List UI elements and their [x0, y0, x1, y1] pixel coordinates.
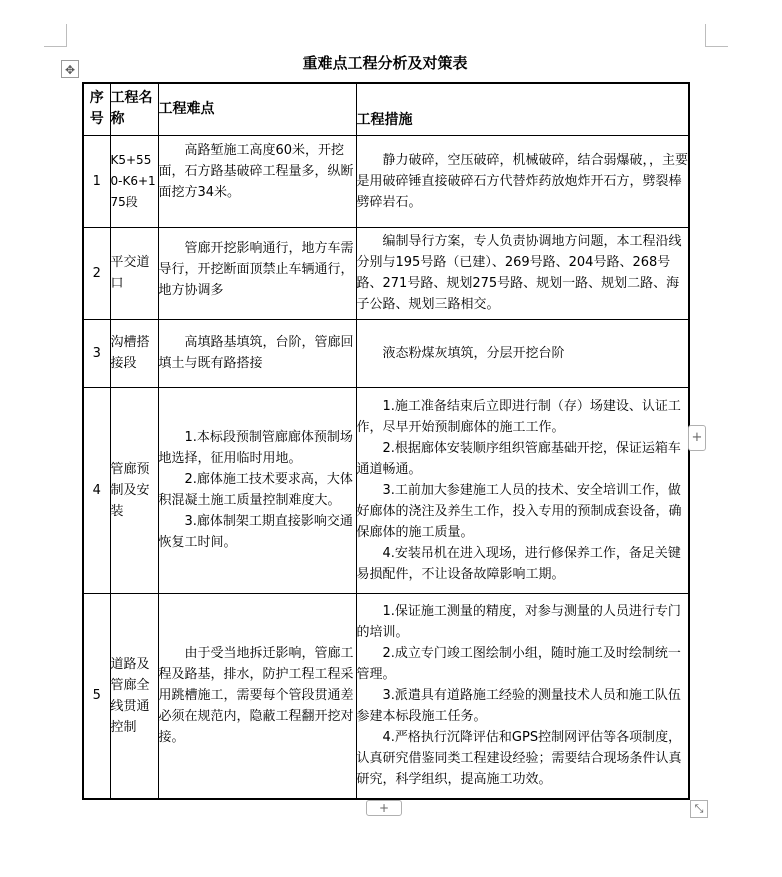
- measures-text: 液态粉煤灰填筑，分层开挖台阶: [382, 345, 565, 361]
- add-column-button[interactable]: [688, 425, 706, 451]
- measures-text: 编制导行方案，专人负责协调地方问题，本工程沿线分别与195号路（已建）、269号路、204号路、268号路、271号路、规划275号路、规划一路、规划二路、海子公路、规划三路相交。: [356, 234, 682, 312]
- table-row: [83, 135, 689, 227]
- difficulty-text: 高填路基填筑，台阶，管廊回填土与既有路搭接: [158, 335, 354, 371]
- row-difficulty: [158, 319, 356, 387]
- row-name: K5+550-K6+175段: [110, 135, 158, 227]
- row-name: 管廊预制及安装: [110, 387, 158, 593]
- add-row-button[interactable]: [366, 800, 402, 816]
- table-move-handle-icon[interactable]: ✥: [61, 60, 79, 78]
- row-measures: [356, 319, 689, 387]
- measures-item: 3.工前加大参建施工人员的技术、安全培训工作，做好廊体的浇注及养生工作，投入专用的预制成套设备，确保廊体的施工质量。: [356, 482, 682, 540]
- row-name: 平交道口: [110, 227, 158, 319]
- row-index: 4: [83, 387, 110, 593]
- row-index: 5: [83, 593, 110, 799]
- row-difficulty: [158, 593, 356, 799]
- table-resize-handle-icon[interactable]: ⤡: [690, 800, 708, 818]
- table-row: [83, 593, 689, 799]
- measures-item: 3.派遣具有道路施工经验的测量技术人员和施工队伍参建本标段施工任务。: [356, 688, 681, 725]
- table-row: [83, 319, 689, 387]
- difficulty-text: 管廊开挖影响通行，地方车需导行，开挖断面顶禁止车辆通行，地方协调多: [158, 240, 354, 298]
- analysis-table: [82, 82, 690, 800]
- row-measures: [356, 135, 689, 227]
- top-right-crop-mark: [705, 24, 728, 47]
- top-left-crop-mark: [44, 24, 67, 47]
- measures-text: 静力破碎，空压破碎，机械破碎，结合弱爆破，，主要是用破碎锤直接破碎石方代替炸药放炮炸开石方，劈裂棒劈碎岩石。: [356, 152, 689, 210]
- measures-item: 4.严格执行沉降评估和GPS控制网评估等各项制度，认真研究借鉴同类工程建设经验；需要结合现场条件认真研究，科学组织，提高施工功效。: [356, 730, 682, 788]
- header-name: 工程名称: [110, 83, 158, 135]
- row-measures: [356, 593, 689, 799]
- row-difficulty: [158, 227, 356, 319]
- row-index: 2: [83, 227, 110, 319]
- measures-item: 2.根据廊体安装顺序组织管廊基础开挖，保证运箱车通道畅通。: [356, 440, 681, 477]
- table-row: [83, 387, 689, 593]
- header-difficulty: 工程难点: [158, 83, 356, 135]
- difficulty-item: 2.廊体施工技术要求高，大体积混凝土施工质量控制难度大。: [158, 472, 353, 508]
- plus-icon: +: [378, 801, 390, 815]
- measures-item: 1.施工准备结束后立即进行制（存）场建设、认证工作，尽早开始预制廊体的施工工作。: [356, 398, 681, 435]
- table-header-row: [83, 83, 689, 135]
- difficulty-item: 1.本标段预制管廊廊体预制场地选择，征用临时用地。: [158, 430, 353, 466]
- row-index: 3: [83, 319, 110, 387]
- row-measures: [356, 227, 689, 319]
- row-name: 道路及管廊全线贯通控制: [110, 593, 158, 799]
- difficulty-text: 由于受当地拆迁影响，管廊工程及路基，排水，防护工程工程采用跳槽施工，需要每个管段贯通差必须在规范内，隐蔽工程翻开挖对接。: [158, 646, 354, 746]
- measures-item: 1.保证施工测量的精度，对参与测量的人员进行专门的培训。: [356, 604, 681, 641]
- header-measures: 工程措施: [356, 83, 689, 135]
- row-index: 1: [83, 135, 110, 227]
- difficulty-item: 3.廊体制架工期直接影响交通恢复工时间。: [158, 514, 353, 550]
- difficulty-text: 高路堑施工高度60米，开挖面，石方路基破碎工程量多，纵断面挖方34米。: [158, 142, 354, 200]
- document-title: 重难点工程分析及对策表: [302, 54, 468, 72]
- table-row: [83, 227, 689, 319]
- row-difficulty: [158, 135, 356, 227]
- measures-item: 4.安装吊机在进入现场，进行修保养工作，备足关键易损配件，不让设备故障影响工期。: [356, 545, 681, 582]
- row-measures: [356, 387, 689, 593]
- plus-icon: +: [691, 430, 703, 445]
- row-name: 沟槽搭接段: [110, 319, 158, 387]
- header-index: 序号: [83, 83, 110, 135]
- measures-item: 2.成立专门竣工图绘制小组，随时施工及时绘制统一管理。: [356, 646, 681, 683]
- row-difficulty: [158, 387, 356, 593]
